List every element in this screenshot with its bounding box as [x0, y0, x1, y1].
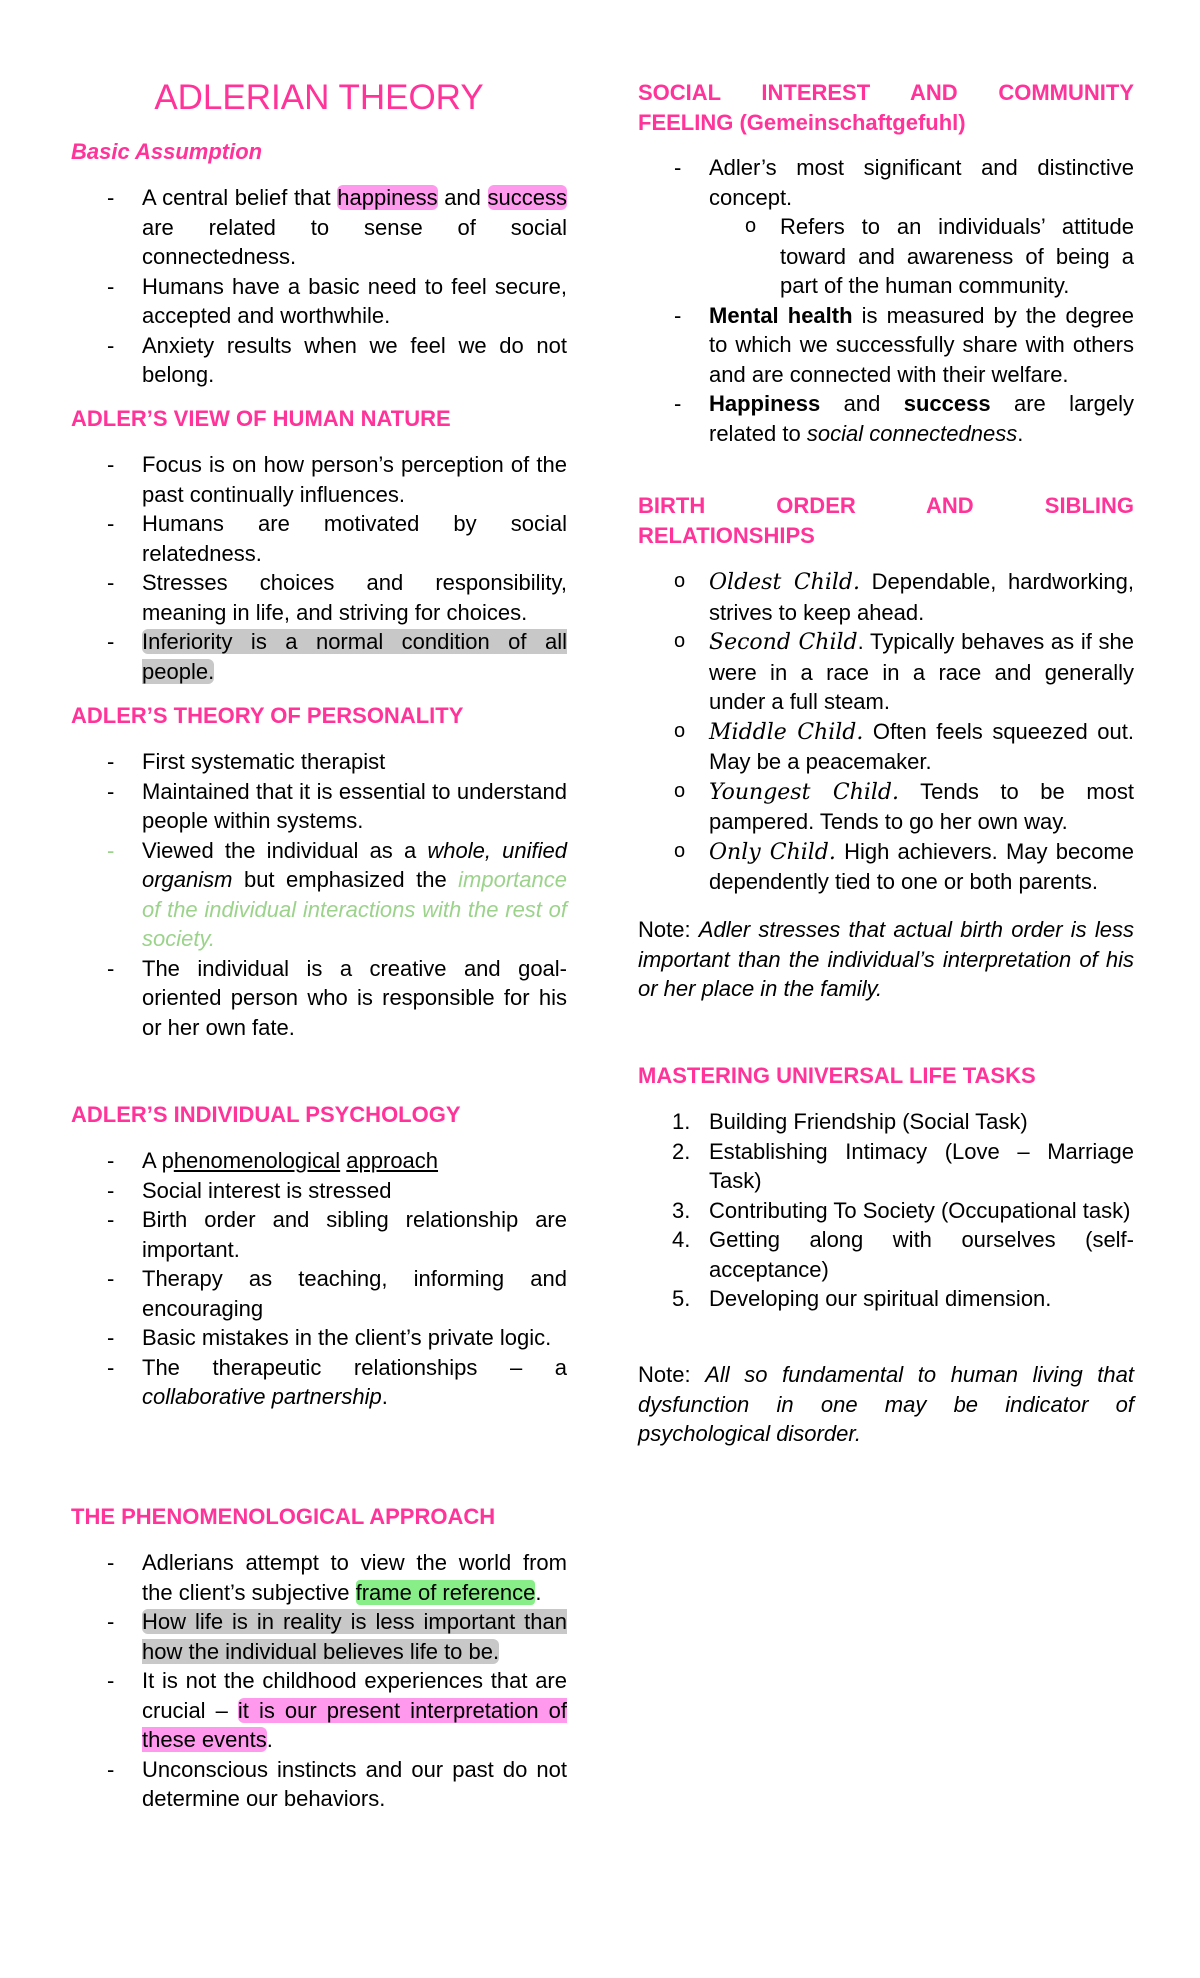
human-nature-heading: ADLER’S VIEW OF HUMAN NATURE	[71, 406, 451, 431]
list-item: - Stresses choices and responsibility, meaning in life, and striving for choices.	[71, 568, 567, 627]
list-item: - A phenomenological approach	[71, 1146, 567, 1176]
life-tasks-list	[638, 1107, 1134, 1314]
highlight-success: success	[487, 185, 568, 210]
phenomenological-list	[71, 1548, 567, 1814]
list-item: o Only Child. High achievers. May become dependently tied to one or both parents.	[638, 837, 1134, 897]
list-item: o Second Child. Typically behaves as if she were in a race in a race and generally under a full steam.	[638, 627, 1134, 717]
list-item: - Focus is on how person’s perception of the past continually influences.	[71, 450, 567, 509]
list-item: - Social interest is stressed	[71, 1176, 567, 1206]
list-item	[71, 627, 567, 686]
list-item: - Unconscious instincts and our past do not determine our behaviors.	[71, 1755, 567, 1814]
phenomenological-heading: THE PHENOMENOLOGICAL APPROACH	[71, 1504, 496, 1529]
list-item: - Therapy as teaching, informing and encouraging	[71, 1264, 567, 1323]
human-nature-list	[71, 450, 567, 686]
highlight-frame-of-reference: frame of reference	[355, 1579, 536, 1605]
list-item: - Basic mistakes in the client’s private logic.	[71, 1323, 567, 1353]
list-item: - Mental health is measured by the degree to which we successfully share with others and are connected with their welfare.	[638, 301, 1134, 390]
list-item: - Anxiety results when we feel we do not belong.	[71, 331, 567, 390]
basic-assumption-list	[71, 183, 567, 390]
list-item: 5. Developing our spiritual dimension.	[672, 1286, 1052, 1311]
list-item: 1. Building Friendship (Social Task)	[672, 1109, 1028, 1134]
personality-list	[71, 747, 567, 1042]
list-item: - Humans are motivated by social relatedness.	[71, 509, 567, 568]
birth-order-heading: BIRTH ORDER AND SIBLING RELATIONSHIPS	[638, 493, 1134, 548]
page-title: ADLERIAN THEORY	[154, 78, 484, 117]
highlight-happiness: happiness	[337, 185, 438, 210]
list-item: o Oldest Child. Dependable, hardworking, strives to keep ahead.	[638, 567, 1134, 627]
birth-order-note: Note: Adler stresses that actual birth order is less important than the individual’s interpretation of his or her place in the family.	[638, 917, 1134, 1001]
social-interest-list	[638, 153, 1134, 448]
social-interest-heading: SOCIAL INTEREST AND COMMUNITY FEELING (Gemeinschaftgefuhl)	[638, 80, 1134, 135]
basic-assumption-heading: Basic Assumption	[71, 139, 263, 164]
individual-psychology-heading: ADLER’S INDIVIDUAL PSYCHOLOGY	[71, 1102, 461, 1127]
list-item: - First systematic therapist	[71, 747, 567, 777]
list-item: - A central belief that happiness and success are related to sense of social connectedness.	[71, 183, 567, 272]
list-item: - Maintained that it is essential to understand people within systems.	[71, 777, 567, 836]
list-item: - The therapeutic relationships – a collaborative partnership.	[71, 1353, 567, 1412]
list-item: 2. Establishing Intimacy (Love – Marriage Task)	[672, 1138, 1134, 1193]
list-item: - Adlerians attempt to view the world from the client’s subjective frame of reference.	[71, 1548, 567, 1607]
list-item: - Birth order and sibling relationship are important.	[71, 1205, 567, 1264]
list-item: - Adler’s most significant and distinctive concept. o Refers to an individuals’ attitude toward and awareness of being a part of the human community.	[638, 153, 1134, 301]
list-item: 4. Getting along with ourselves (self-acceptance)	[672, 1227, 1134, 1282]
highlight-present-interpretation: it is our present interpretation of these events	[142, 1697, 567, 1752]
list-item: - It is not the childhood experiences that are crucial – it is our present interpretation of these events.	[71, 1666, 567, 1755]
individual-psychology-list	[71, 1146, 567, 1412]
list-item: - The individual is a creative and goal-oriented person who is responsible for his or her own fate.	[71, 954, 567, 1043]
list-item: - Humans have a basic need to feel secure, accepted and worthwhile.	[71, 272, 567, 331]
life-tasks-note: Note: All so fundamental to human living that dysfunction in one may be indicator of psychological disorder.	[638, 1362, 1134, 1446]
sub-list-item: o Refers to an individuals’ attitude toward and awareness of being a part of the human community.	[709, 212, 1134, 301]
highlight-how-life: How life is in reality is less important than how the individual believes life to be.	[142, 1609, 567, 1664]
life-tasks-heading: MASTERING UNIVERSAL LIFE TASKS	[638, 1063, 1036, 1088]
highlight-inferiority: Inferiority is a normal condition of all people.	[142, 629, 567, 684]
sub-list	[709, 212, 1134, 301]
list-item: o Middle Child. Often feels squeezed out. May be a peacemaker.	[638, 717, 1134, 777]
list-item: - Viewed the individual as a whole, unified organism but emphasized the importance of the individual interactions with the rest of society.	[71, 836, 567, 954]
personality-heading: ADLER’S THEORY OF PERSONALITY	[71, 703, 464, 728]
list-item: - Happiness and success are largely related to social connectedness.	[638, 389, 1134, 448]
list-item: o Youngest Child. Tends to be most pampered. Tends to go her own way.	[638, 777, 1134, 837]
list-item: 3. Contributing To Society (Occupational task)	[672, 1197, 1131, 1223]
list-item	[71, 1607, 567, 1666]
green-emphasis: importance of the individual interactions with the rest of society.	[142, 867, 567, 951]
birth-order-list	[638, 567, 1134, 897]
